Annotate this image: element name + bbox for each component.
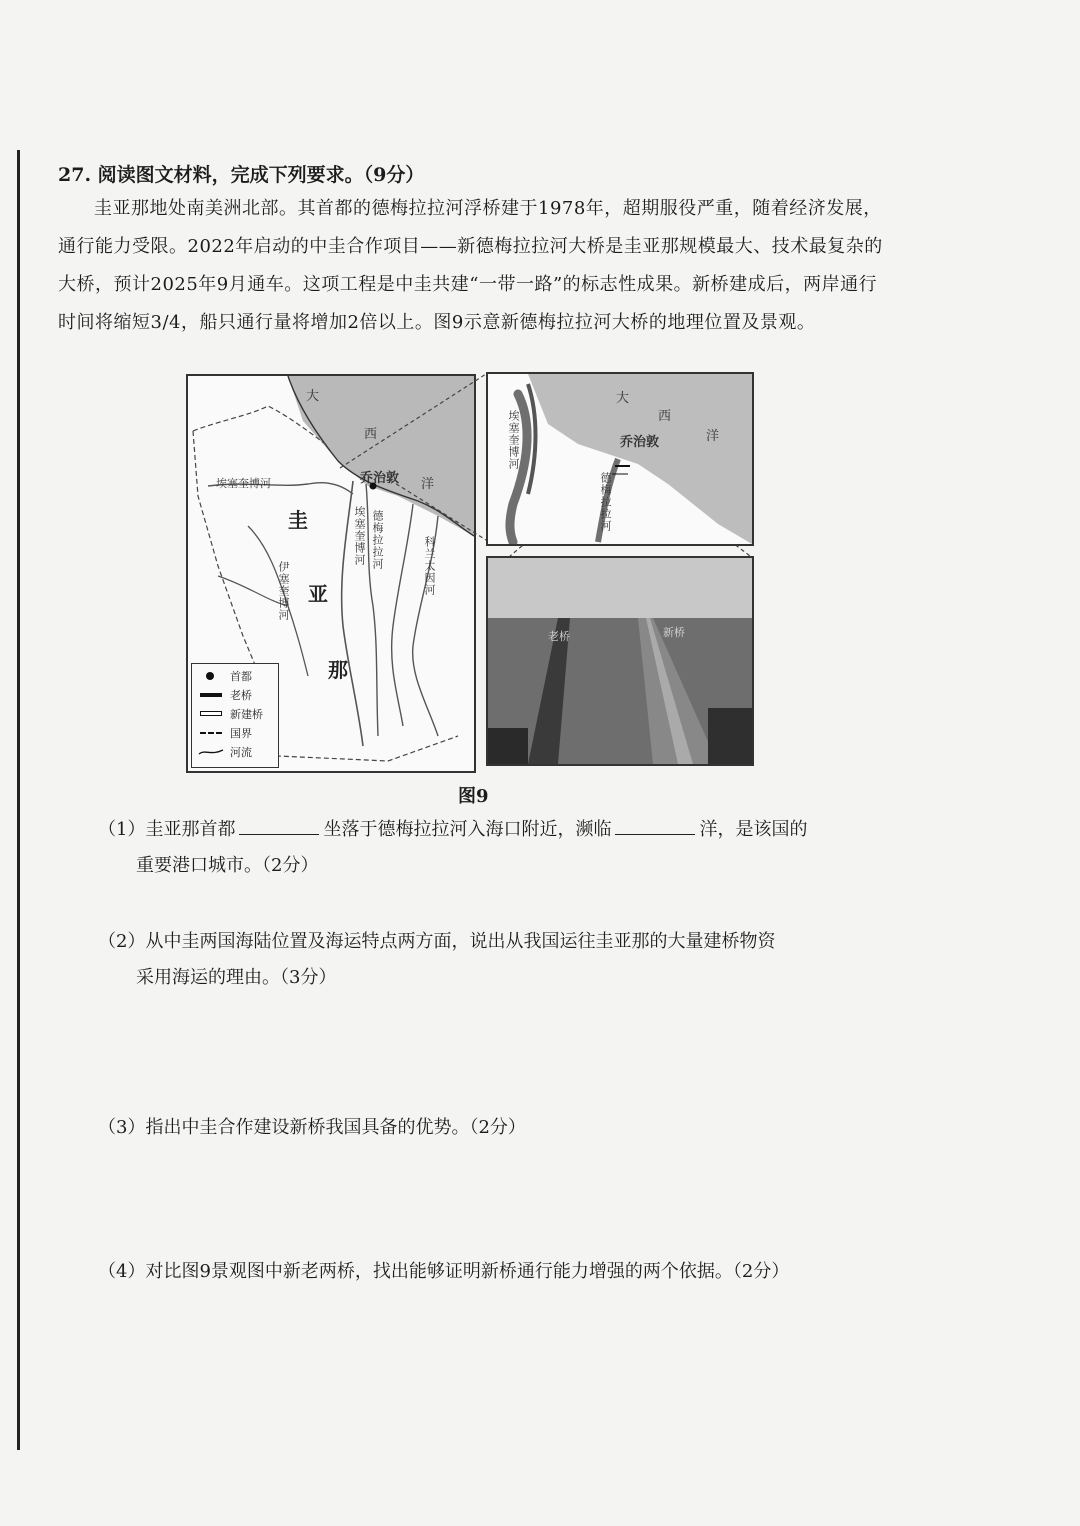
photo-label-new-bridge: 新桥 [663,626,685,639]
river-label-essequibo: 埃塞奎博河 [353,506,366,566]
river-label-demerara: 德梅拉拉河 [371,510,384,570]
answer-area-3[interactable] [98,1150,888,1245]
answer-blank-ocean[interactable] [615,816,695,835]
inset-river-label-left: 埃塞奎博河 [507,410,520,470]
question-paragraph: 圭亚那地处南美洲北部。其首都的德梅拉拉河浮桥建于1978年，超期服役严重，随着经济发展，通行能力受限。2022年启动的中圭合作项目——新德梅拉拉河大桥是圭亚那规模最大、技术最复杂的大桥，预计2025年9月通车。这项工程是中圭共建“一带一路”的标志性成果。新桥建成后，两岸通行时间将缩短3/4，船只通行量将增加2倍以上。图9示意新德梅拉拉河大桥的地理位置及景观。 [58,198,883,333]
inset-river-label-right: 德梅拉拉河 [599,472,612,532]
river-label-top: 埃塞奎博河 [216,477,271,490]
city-label-georgetown: 乔治敦 [360,471,400,486]
subquestion-2: （2）从中圭两国海陆位置及海运特点两方面，说出从我国运往圭亚那的大量建桥物资 采用海运的理由。（3分） [98,931,776,988]
inset-city-label: 乔治敦 [620,435,660,450]
inset-map [486,372,754,546]
legend-item-new-bridge: 新建桥 [198,706,263,722]
inset-ocean-label-1: 大 [616,391,630,406]
inset-ocean-label-3: 洋 [706,429,720,444]
legend-item-old-bridge: 老桥 [198,687,252,703]
answer-area-4[interactable] [98,1295,888,1445]
answer-blank-capital[interactable] [239,816,319,835]
question-header: 27. 阅读图文材料，完成下列要求。（9分） [58,164,425,186]
river-label-right: 科兰太因河 [423,536,436,596]
ocean-label-2: 西 [364,427,378,442]
legend-item-border: 国界 [198,725,252,741]
figure-caption: 图9 [458,786,489,807]
country-label-2: 亚 [308,582,328,606]
river-label-left: 伊塞奎博河 [277,561,290,621]
legend-item-river: 河流 [198,744,252,760]
subquestion-3: （3）指出中圭合作建设新桥我国具备的优势。（2分） [98,1117,526,1138]
ocean-label-1: 大 [306,389,320,404]
bridge-photo [486,556,754,766]
legend-item-capital: 首都 [198,668,252,684]
inset-ocean-label-2: 西 [658,409,672,424]
bridge-photo-drawing [488,558,752,764]
photo-label-old-bridge: 老桥 [548,630,570,643]
country-label-1: 圭 [288,508,308,532]
country-label-3: 那 [328,658,348,682]
subquestion-4: （4）对比图9景观图中新老两桥，找出能够证明新桥通行能力增强的两个依据。（2分） [98,1261,790,1282]
subquestion-1: （1）圭亚那首都 坐落于德梅拉拉河入海口附近，濒临 洋，是该国的 重要港口城市。（2分） [98,812,807,884]
answer-area-2[interactable] [98,1000,888,1090]
ocean-label-3: 洋 [421,477,435,492]
